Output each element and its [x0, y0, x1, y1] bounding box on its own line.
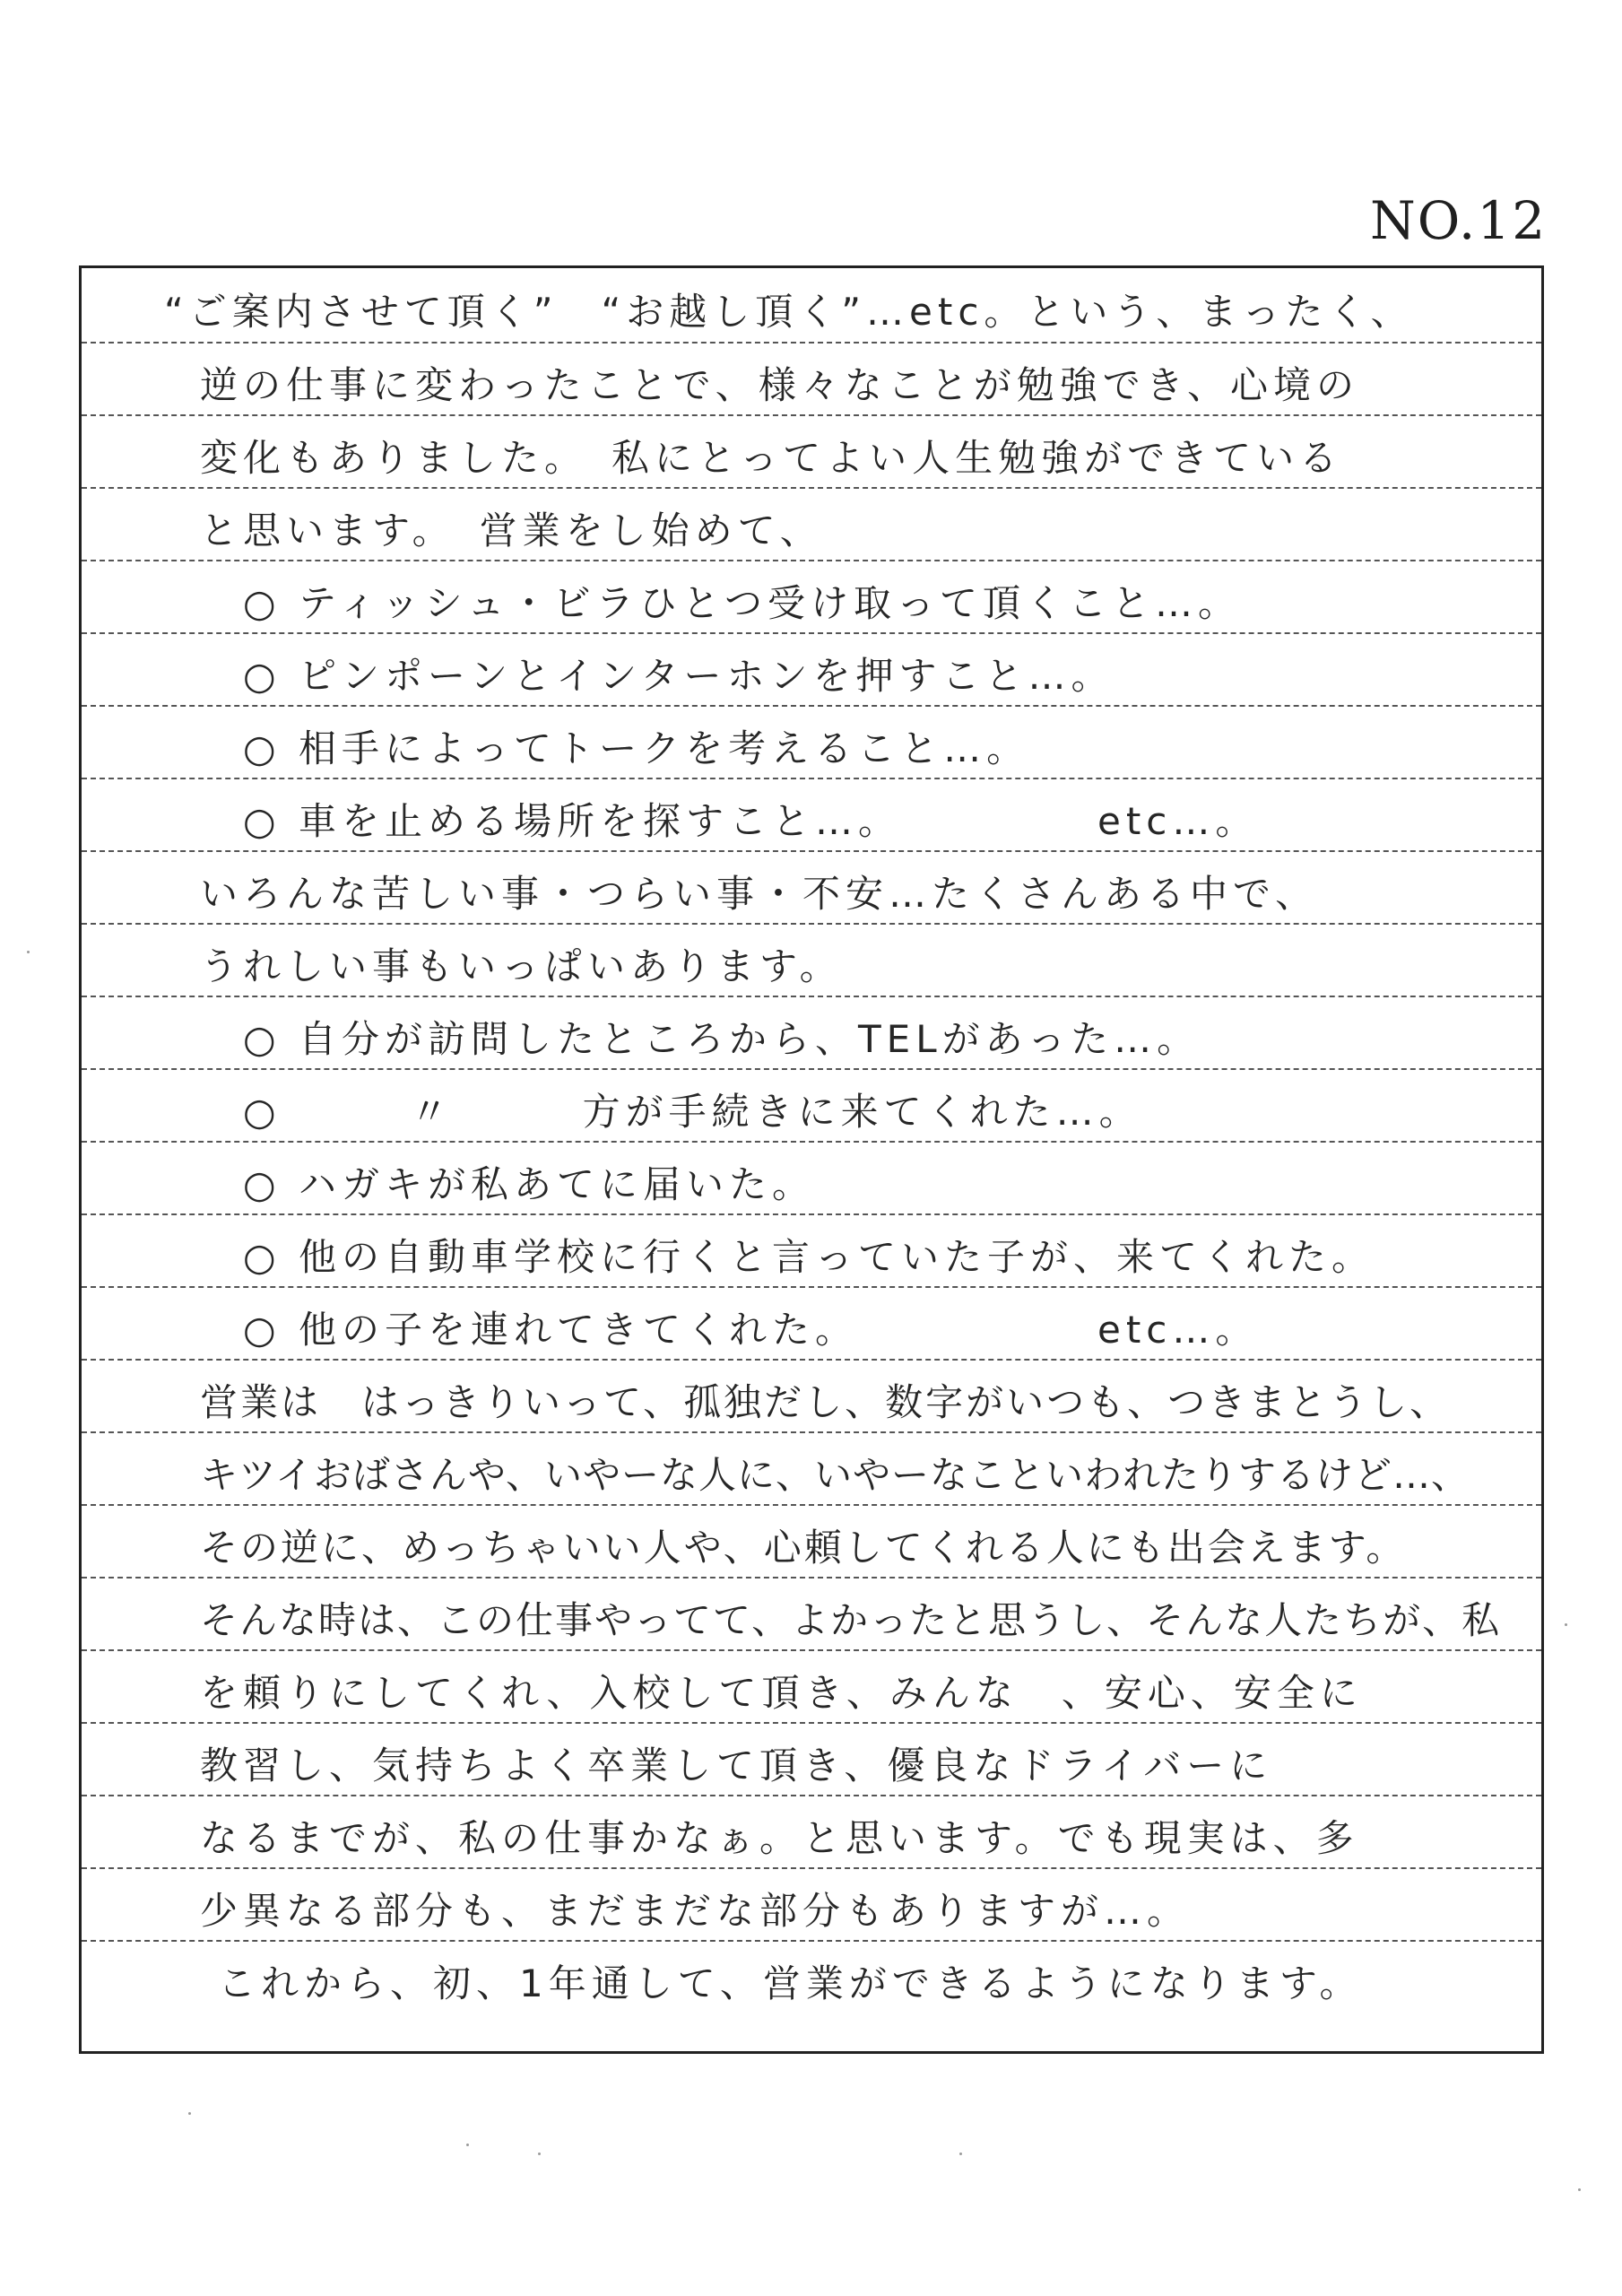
- scan-speck: [1565, 1623, 1567, 1626]
- scan-speck: [466, 2144, 469, 2146]
- ruled-line: [82, 1577, 1541, 1578]
- scan-speck: [959, 2152, 962, 2155]
- ruled-line: [82, 1213, 1541, 1215]
- text-line-15: ○ 他の子を連れてきてくれた。 etc…。: [243, 1308, 1259, 1352]
- text-line-12: ○ 〃 方が手続きに来てくれた…。: [243, 1090, 1142, 1134]
- text-line-11: ○ 自分が訪問したところから、TELがあった…。: [243, 1017, 1201, 1061]
- ruled-line: [82, 560, 1541, 561]
- ruled-line: [82, 1068, 1541, 1070]
- text-line-20: を頼りにしてくれ、入校して頂き、みんな 、安心、安全に: [200, 1671, 1363, 1715]
- text-line-9: いろんな苦しい事・つらい事・不安…たくさんある中で、: [200, 872, 1319, 916]
- text-line-6: ○ ピンポーンとインターホンを押すこと…。: [243, 654, 1115, 698]
- text-line-19: そんな時は、この仕事やってて、よかったと思うし、そんな人たちが、私: [200, 1598, 1502, 1642]
- lined-paper-sheet: [79, 265, 1544, 2054]
- ruled-line: [82, 1940, 1541, 1942]
- ruled-line: [82, 996, 1541, 997]
- text-line-17: キツイおばさんや、いやーな人に、いやーなこといわれたりするけど…、: [200, 1453, 1470, 1497]
- page-number: NO.12: [1370, 190, 1548, 251]
- text-line-23: 少異なる部分も、まだまだな部分もありますが…。: [200, 1889, 1191, 1933]
- text-line-18: その逆に、めっちゃいい人や、心頼してくれる人にも出会えます。: [200, 1526, 1407, 1570]
- ruled-line: [82, 1431, 1541, 1433]
- text-line-22: なるまでが、私の仕事かなぁ。と思います。でも現実は、多: [200, 1816, 1359, 1860]
- ruled-line: [82, 1286, 1541, 1288]
- text-line-1: “ご案内させて頂く” “お越し頂く”…etc。という、まったく、: [164, 290, 1414, 334]
- ruled-line: [82, 850, 1541, 852]
- ruled-line: [82, 1722, 1541, 1724]
- text-line-3: 変化もありました。 私にとってよい人生勉強ができている: [200, 436, 1343, 480]
- ruled-line: [82, 1795, 1541, 1796]
- scan-speck: [27, 951, 30, 953]
- scan-speck: [188, 2112, 191, 2115]
- scan-speck: [538, 2152, 541, 2155]
- ruled-line: [82, 705, 1541, 707]
- ruled-line: [82, 1359, 1541, 1361]
- text-line-14: ○ 他の自動車学校に行くと言っていた子が、来てくれた。: [243, 1235, 1375, 1279]
- ruled-line: [82, 923, 1541, 925]
- ruled-line: [82, 1867, 1541, 1869]
- ruled-line: [82, 778, 1541, 779]
- ruled-line: [82, 1141, 1541, 1143]
- text-line-2: 逆の仕事に変わったことで、様々なことが勉強でき、心境の: [200, 363, 1360, 407]
- text-line-21: 教習し、気持ちよく卒業して頂き、優良なドライバーに: [200, 1744, 1273, 1787]
- text-line-7: ○ 相手によってトークを考えること…。: [243, 726, 1030, 770]
- ruled-line: [82, 1504, 1541, 1506]
- ruled-line: [82, 414, 1541, 416]
- text-line-13: ○ ハガキが私あてに届いた。: [243, 1162, 815, 1206]
- text-line-5: ○ ティッシュ・ビラひとつ受け取って頂くこと…。: [243, 581, 1241, 625]
- text-line-24: これから、初、1年通して、営業ができるようになります。: [218, 1961, 1363, 2005]
- text-line-16: 営業は はっきりいって、孤独だし、数字がいつも、つきまとうし、: [200, 1380, 1451, 1424]
- ruled-line: [82, 1649, 1541, 1651]
- text-line-8: ○ 車を止める場所を探すこと…。 etc…。: [243, 799, 1259, 843]
- scan-speck: [1578, 2188, 1581, 2191]
- text-line-10: うれしい事もいっぱいあります。: [200, 944, 843, 988]
- ruled-line: [82, 632, 1541, 634]
- ruled-line: [82, 342, 1541, 344]
- ruled-line: [82, 487, 1541, 489]
- text-line-4: と思います。 営業をし始めて、: [200, 509, 823, 552]
